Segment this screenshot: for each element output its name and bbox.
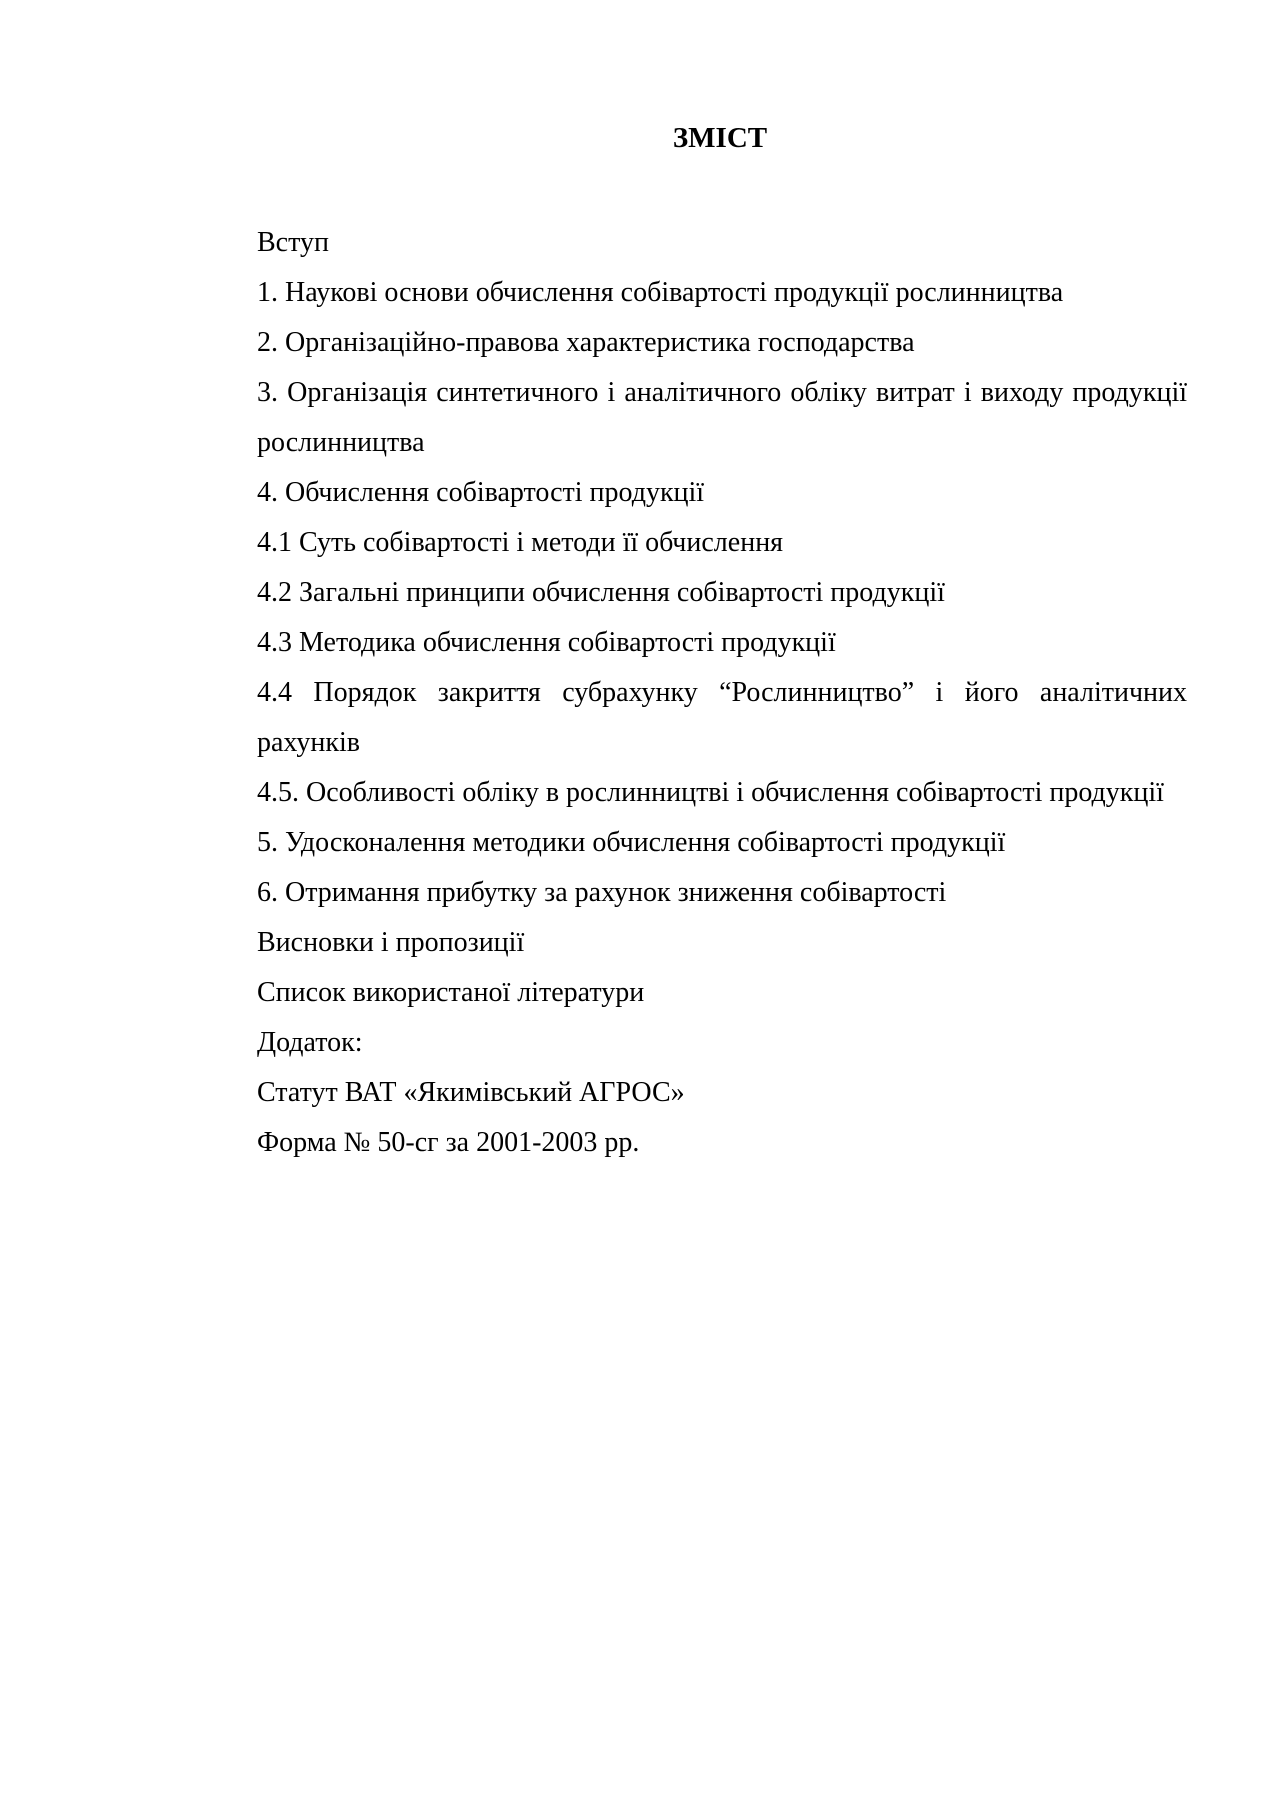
toc-entry-references: Список використаної літератури — [257, 977, 645, 1008]
toc-entry-4: 4. Обчислення собівартості продукції — [257, 477, 705, 508]
toc-entry-4-1: 4.1 Суть собівартості і методи її обчислення — [257, 527, 784, 558]
toc-entry-statute: Статут ВАТ «Якимівський АГРОС» — [257, 1077, 685, 1108]
table-of-contents — [257, 218, 1187, 1168]
page-title: ЗМІСТ — [672, 122, 768, 154]
toc-entry-form: Форма № 50-сг за 2001-2003 рр. — [257, 1127, 640, 1158]
toc-entry-4-3: 4.3 Методика обчислення собівартості продукції — [257, 627, 836, 658]
toc-entry-appendix: Додаток: — [257, 1027, 363, 1058]
toc-entry-6: 6. Отримання прибутку за рахунок зниження собівартості — [257, 877, 947, 908]
toc-entry-conclusions: Висновки і пропозиції — [257, 927, 525, 958]
toc-entry-4-4: 4.4 Порядок закриття субрахунку “Рослинництво” і його аналітичних рахунків — [257, 677, 1187, 758]
toc-entry-2: 2. Організаційно-правова характеристика господарства — [257, 327, 915, 358]
toc-entry-4-2: 4.2 Загальні принципи обчислення собівартості продукції — [257, 577, 945, 608]
toc-entry-1: 1. Наукові основи обчислення собівартості продукції рослинництва — [257, 277, 1064, 308]
toc-entry-4-5: 4.5. Особливості обліку в рослинництві і обчислення собівартості продукції — [257, 777, 1164, 808]
toc-entry-5: 5. Удосконалення методики обчислення собівартості продукції — [257, 827, 1006, 858]
toc-entry-intro: Вступ — [257, 227, 329, 258]
toc-entry-3: 3. Організація синтетичного і аналітичного обліку витрат і виходу продукції рослинництва — [257, 377, 1187, 458]
